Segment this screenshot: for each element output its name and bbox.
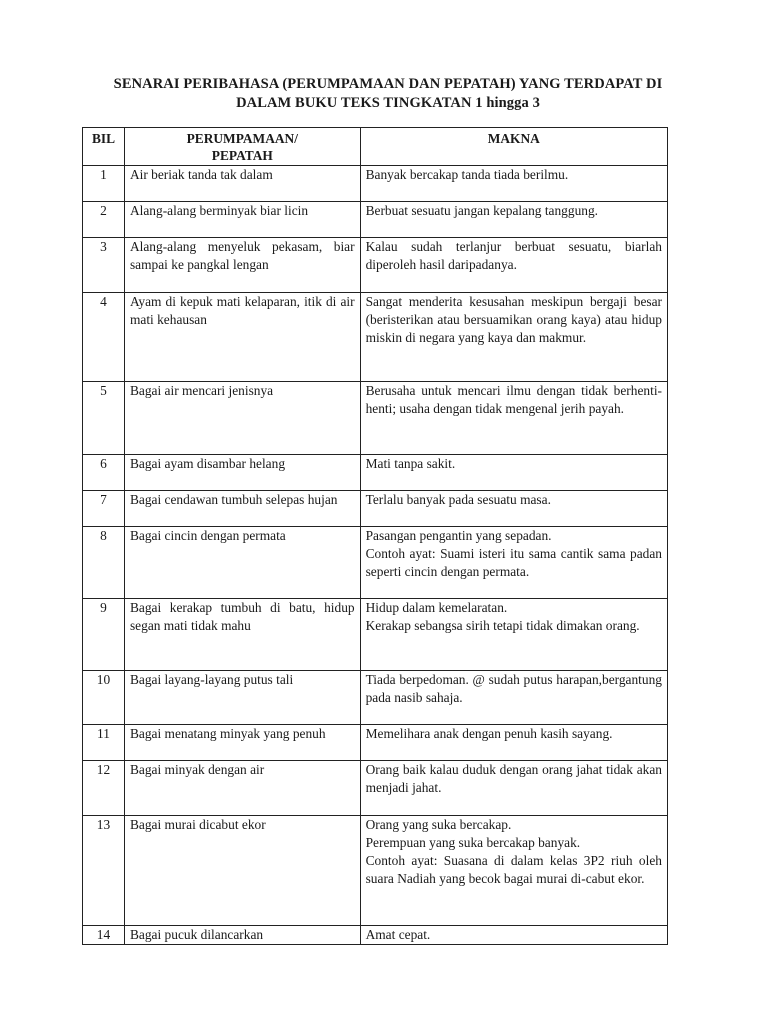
table-row bbox=[83, 293, 668, 382]
makna-line: Sangat menderita kesusahan meskipun bergaji besar (beristerikan atau bersuamikan orang kaya) atau hidup miskin di negara yang kaya dan makmur. bbox=[365, 294, 662, 345]
table-row bbox=[83, 455, 668, 491]
row-perumpamaan: Ayam di kepuk mati kelaparan, itik di air mati kehausan bbox=[124, 293, 360, 382]
table-row bbox=[83, 671, 668, 725]
makna-line: Memelihara anak dengan penuh kasih sayang. bbox=[365, 726, 613, 741]
row-number: 11 bbox=[83, 725, 125, 761]
row-makna bbox=[360, 382, 667, 455]
row-perumpamaan: Bagai cincin dengan permata bbox=[124, 527, 360, 599]
row-number: 1 bbox=[83, 166, 125, 202]
row-perumpamaan: Alang-alang menyeluk pekasam, biar sampai ke pangkal lengan bbox=[124, 238, 360, 293]
table-row bbox=[83, 238, 668, 293]
makna-line: Contoh ayat: Suami isteri itu sama cantik sama padan seperti cincin dengan permata. bbox=[365, 546, 662, 579]
row-perumpamaan: Alang-alang berminyak biar licin bbox=[124, 202, 360, 238]
makna-line: Amat cepat. bbox=[365, 927, 431, 942]
peribahasa-table bbox=[82, 127, 668, 945]
table-row bbox=[83, 599, 668, 671]
row-number: 8 bbox=[83, 527, 125, 599]
row-number: 14 bbox=[83, 926, 125, 945]
makna-line: Contoh ayat: Suasana di dalam kelas 3P2 riuh oleh suara Nadiah yang becok bagai murai di-cabut ekor. bbox=[365, 853, 662, 886]
row-number: 13 bbox=[83, 816, 125, 926]
row-makna bbox=[360, 725, 667, 761]
table-row bbox=[83, 816, 668, 926]
table-row bbox=[83, 527, 668, 599]
makna-line: Terlalu banyak pada sesuatu masa. bbox=[365, 492, 551, 507]
row-number: 6 bbox=[83, 455, 125, 491]
makna-line: Tiada berpedoman. @ sudah putus harapan,bergantung pada nasib sahaja. bbox=[365, 672, 662, 705]
header-makna: MAKNA bbox=[360, 128, 667, 166]
row-perumpamaan: Air beriak tanda tak dalam bbox=[124, 166, 360, 202]
header-perumpamaan-line-1: PERUMPAMAAN/ bbox=[186, 131, 298, 146]
makna-line: Banyak bercakap tanda tiada berilmu. bbox=[365, 167, 569, 182]
row-makna bbox=[360, 202, 667, 238]
row-makna bbox=[360, 455, 667, 491]
row-number: 5 bbox=[83, 382, 125, 455]
table-row bbox=[83, 926, 668, 945]
document-title bbox=[88, 75, 688, 113]
row-makna bbox=[360, 527, 667, 599]
row-makna bbox=[360, 671, 667, 725]
header-perumpamaan bbox=[124, 128, 360, 166]
row-perumpamaan: Bagai menatang minyak yang penuh bbox=[124, 725, 360, 761]
header-bil: BIL bbox=[83, 128, 125, 166]
table-row bbox=[83, 761, 668, 816]
row-makna bbox=[360, 293, 667, 382]
table-row bbox=[83, 166, 668, 202]
makna-line: Kerakap sebangsa sirih tetapi tidak dimakan orang. bbox=[365, 618, 640, 633]
table-row bbox=[83, 202, 668, 238]
makna-line: Hidup dalam kemelaratan. bbox=[365, 600, 508, 615]
row-perumpamaan: Bagai murai dicabut ekor bbox=[124, 816, 360, 926]
makna-line: Perempuan yang suka bercakap banyak. bbox=[365, 835, 581, 850]
makna-line: Orang yang suka bercakap. bbox=[365, 817, 512, 832]
row-number: 2 bbox=[83, 202, 125, 238]
document-title-line-2: DALAM BUKU TEKS TINGKATAN 1 hingga 3 bbox=[236, 95, 540, 111]
makna-line: Berusaha untuk mencari ilmu dengan tidak berhenti-henti; usaha dengan tidak mengenal jerih payah. bbox=[365, 383, 662, 416]
row-number: 4 bbox=[83, 293, 125, 382]
row-number: 7 bbox=[83, 491, 125, 527]
document-title-line-1: SENARAI PERIBAHASA (PERUMPAMAAN DAN PEPATAH) YANG TERDAPAT DI bbox=[113, 76, 663, 92]
row-makna bbox=[360, 926, 667, 945]
makna-line: Mati tanpa sakit. bbox=[365, 456, 456, 471]
table-header-row bbox=[83, 128, 668, 166]
row-number: 10 bbox=[83, 671, 125, 725]
row-perumpamaan: Bagai minyak dengan air bbox=[124, 761, 360, 816]
row-perumpamaan: Bagai ayam disambar helang bbox=[124, 455, 360, 491]
makna-line: Pasangan pengantin yang sepadan. bbox=[365, 528, 552, 543]
row-makna bbox=[360, 491, 667, 527]
makna-line: Berbuat sesuatu jangan kepalang tanggung. bbox=[365, 203, 599, 218]
row-makna bbox=[360, 238, 667, 293]
row-makna bbox=[360, 599, 667, 671]
row-perumpamaan: Bagai layang-layang putus tali bbox=[124, 671, 360, 725]
table-row bbox=[83, 382, 668, 455]
row-number: 3 bbox=[83, 238, 125, 293]
row-number: 9 bbox=[83, 599, 125, 671]
table-row bbox=[83, 725, 668, 761]
row-perumpamaan: Bagai pucuk dilancarkan bbox=[124, 926, 360, 945]
makna-line: Orang baik kalau duduk dengan orang jahat tidak akan menjadi jahat. bbox=[365, 762, 662, 795]
row-makna bbox=[360, 166, 667, 202]
row-perumpamaan: Bagai kerakap tumbuh di batu, hidup segan mati tidak mahu bbox=[124, 599, 360, 671]
row-number: 12 bbox=[83, 761, 125, 816]
row-perumpamaan: Bagai cendawan tumbuh selepas hujan bbox=[124, 491, 360, 527]
row-makna bbox=[360, 816, 667, 926]
row-makna bbox=[360, 761, 667, 816]
table-row bbox=[83, 491, 668, 527]
header-perumpamaan-line-2: PEPATAH bbox=[211, 148, 273, 163]
makna-line: Kalau sudah terlanjur berbuat sesuatu, biarlah diperoleh hasil daripadanya. bbox=[365, 239, 662, 272]
row-perumpamaan: Bagai air mencari jenisnya bbox=[124, 382, 360, 455]
